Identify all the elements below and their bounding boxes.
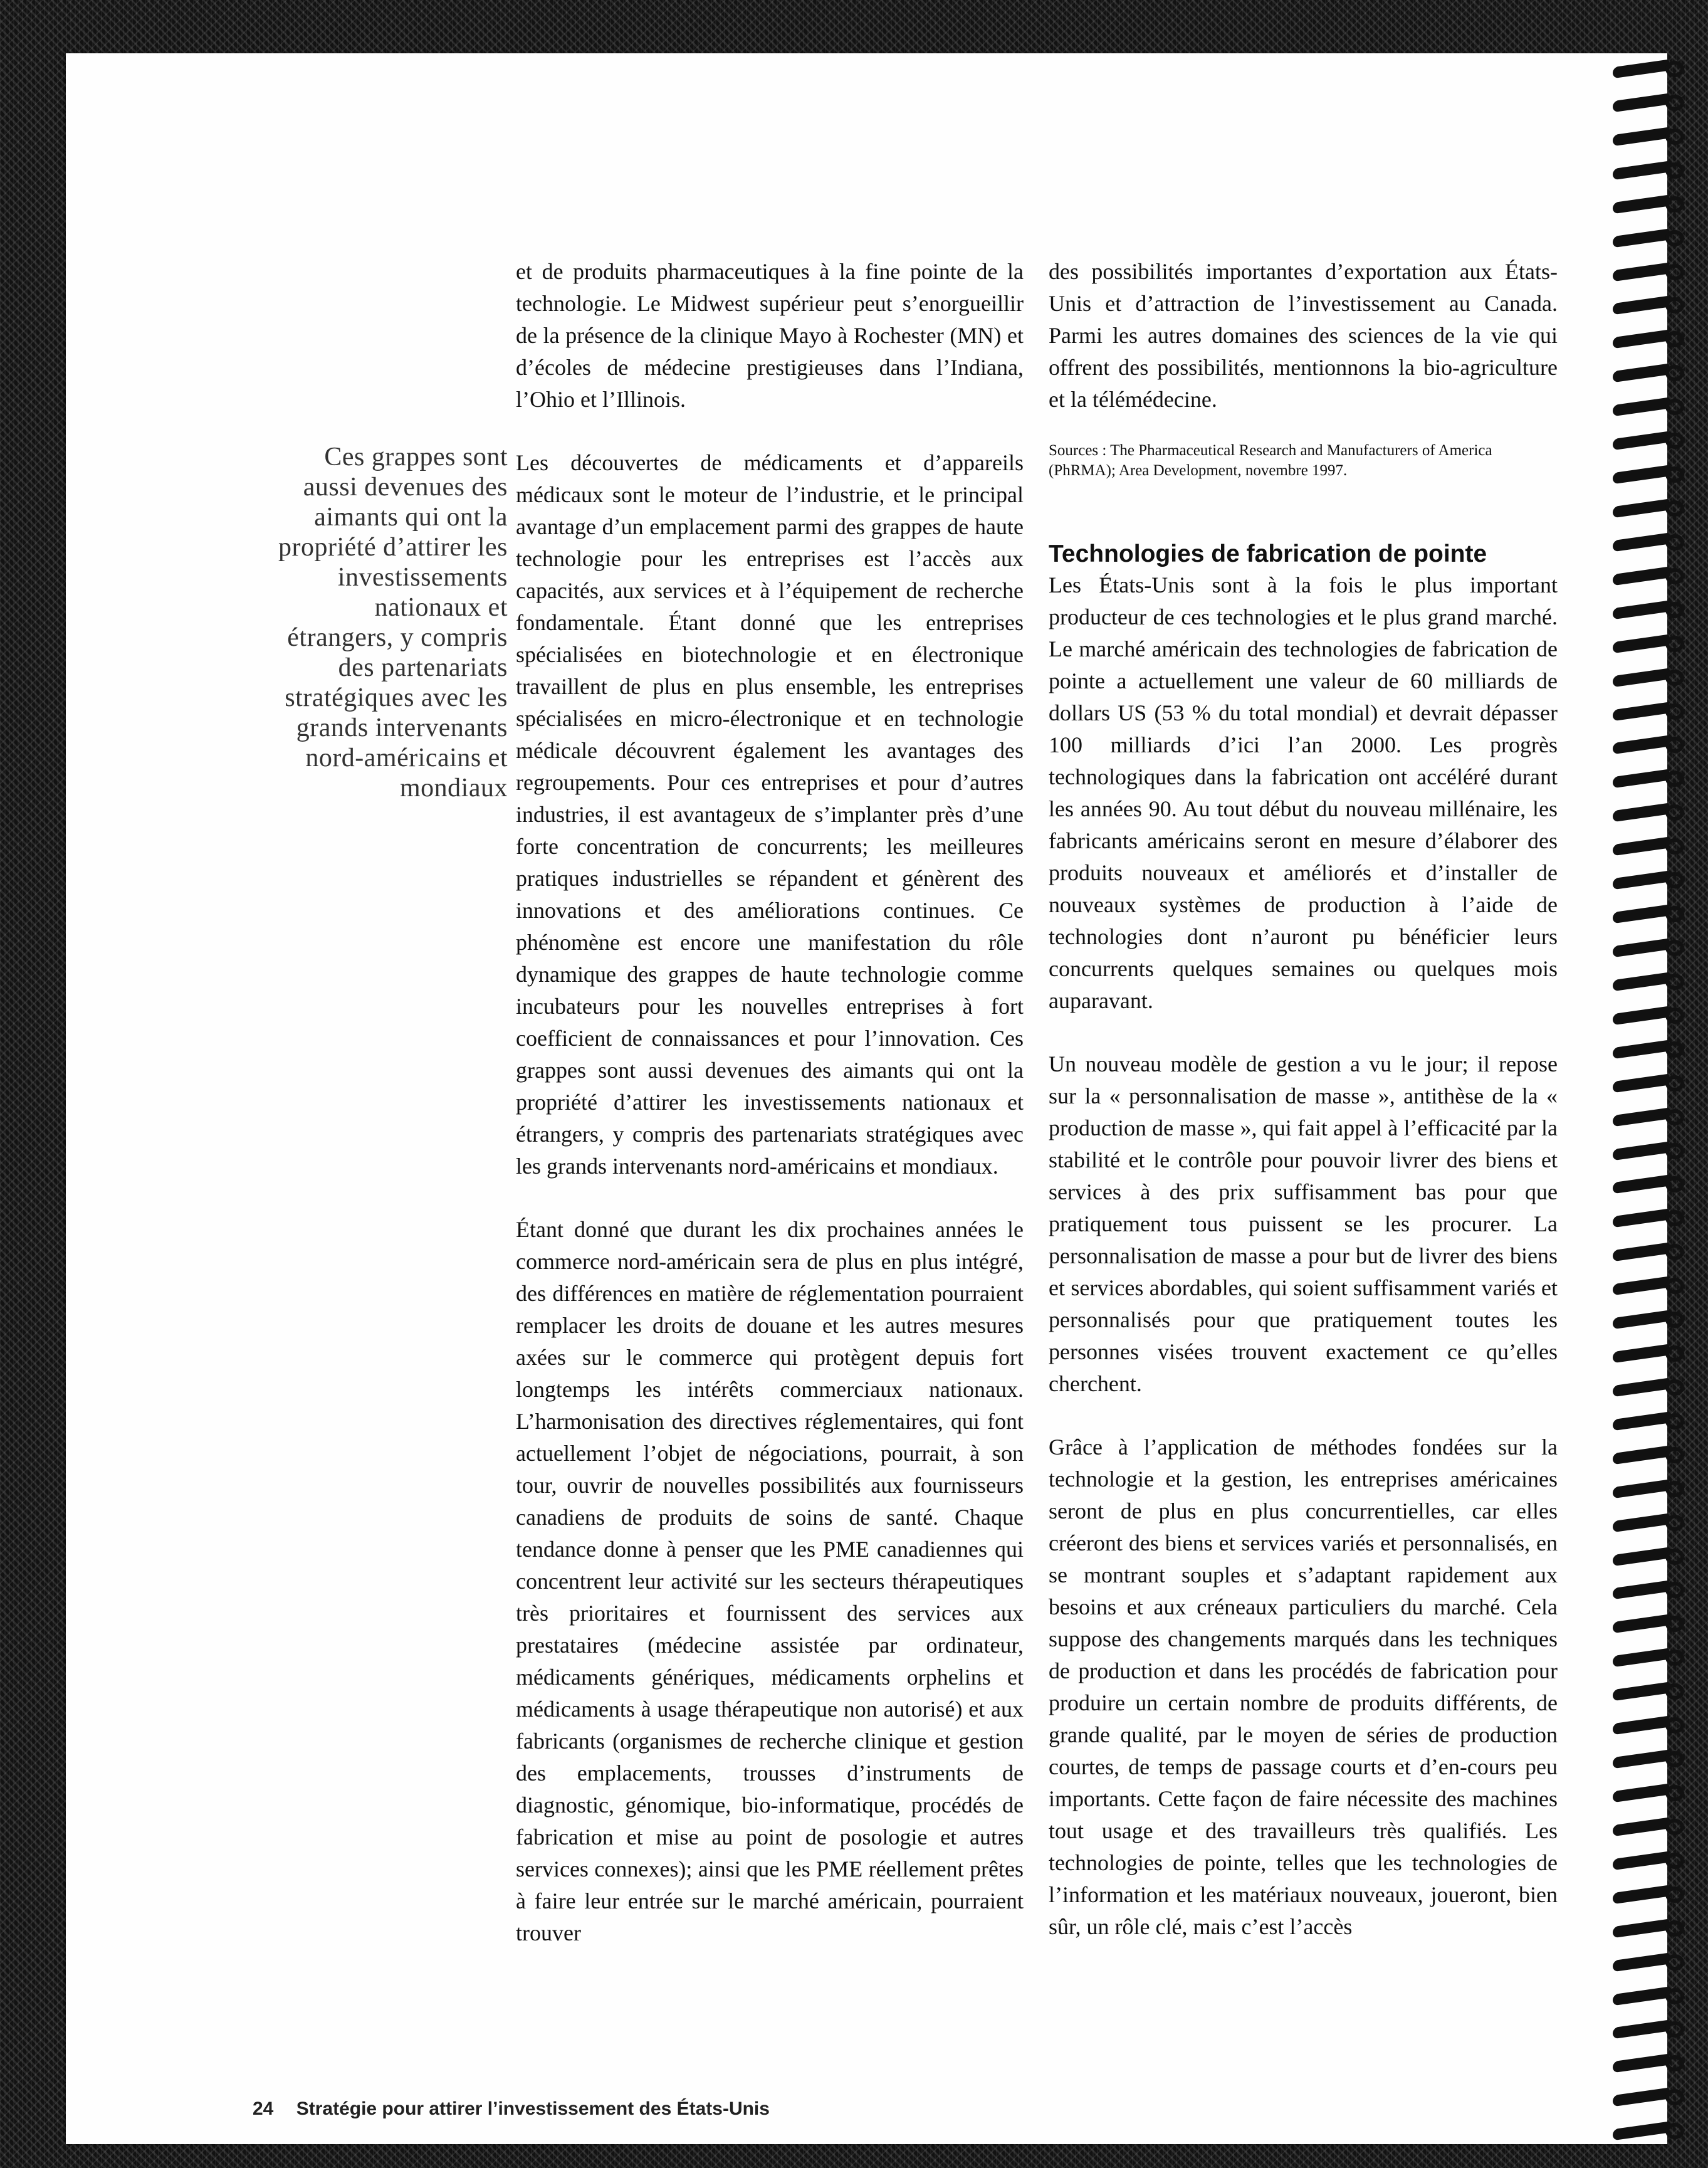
paragraph: et de produits pharmaceutiques à la fine pointe de la technologie. Le Midwest supérieur peut s’enorgueillir de la présence de la clinique Mayo à Rochester (MN) et d’écoles de médecine prestigieuses dans l’Indiana, l’Ohio et l’Illinois. <box>516 259 1024 412</box>
binding-ring <box>1608 1142 1702 1160</box>
binding-ring <box>1608 263 1702 282</box>
binding-ring <box>1608 1818 1702 1836</box>
binding-ring <box>1608 1784 1702 1802</box>
binding-ring <box>1608 533 1702 552</box>
binding-ring <box>1608 2088 1702 2107</box>
binding-ring <box>1608 2054 1702 2073</box>
binding-ring <box>1608 330 1702 349</box>
binding-ring <box>1608 397 1702 416</box>
pull-quote: Ces grappes sont aussi devenues des aimants qui ont la propriété d’attirer les investissements nationaux et étrangers, y compris des partenariats stratégiques avec les grands intervenants nord-américains et mondiaux <box>278 443 508 802</box>
binding-ring <box>1608 2122 1702 2140</box>
binding-ring <box>1608 601 1702 619</box>
paragraph: des possibilités importantes d’exportation aux États-Unis et d’attraction de l’investissement au Canada. Parmi les autres domaines des sciences de la vie qui offrent des possibilités, mentionnons la bio-agriculture et la télémédecine. <box>1049 259 1558 412</box>
binding-ring <box>1608 939 1702 957</box>
binding-ring <box>1608 364 1702 382</box>
binding-ring <box>1608 1378 1702 1397</box>
binding-ring <box>1608 1953 1702 1972</box>
text-column-left <box>516 256 1024 1981</box>
binding-ring <box>1608 1513 1702 1532</box>
binding-ring <box>1608 735 1702 754</box>
binding-ring <box>1608 195 1702 214</box>
binding-ring <box>1608 1310 1702 1329</box>
spiral-binding <box>1608 60 1708 2141</box>
binding-ring <box>1608 668 1702 687</box>
binding-ring <box>1608 702 1702 721</box>
binding-ring <box>1608 161 1702 180</box>
page-footer <box>253 2098 770 2120</box>
binding-ring <box>1608 1446 1702 1465</box>
binding-ring <box>1608 1750 1702 1769</box>
section-heading: Technologies de fabrication de pointe <box>1049 540 1487 567</box>
binding-ring <box>1608 93 1702 112</box>
binding-ring <box>1608 837 1702 856</box>
footer-title: Stratégie pour attirer l’investissement des États-Unis <box>296 2098 770 2119</box>
binding-ring <box>1608 1547 1702 1566</box>
binding-ring <box>1608 1040 1702 1059</box>
paragraph: Grâce à l’application de méthodes fondées sur la technologie et la gestion, les entreprises américaines seront de plus en plus concurrentielles, car elles créeront des biens et services variés et personnalisés, en se montrant souples et s’adaptant rapidement aux besoins et aux créneaux particuliers du marché. Cela suppose des changements marqués dans les techniques de production et dans les procédés de fabrication pour produire un certain nombre de produits différents, de grande qualité, par le moyen de séries de production courtes, de temps de passage courts et d’en-cours peu importants. Cette façon de faire nécessite des machines tout usage et des travailleurs très qualifiés. Les technologies de pointe, telles que les technologies de l’information et les matériaux nouveaux, joueront, bien sûr, un rôle clé, mais c’est l’accès <box>1049 1434 1558 1939</box>
binding-ring <box>1608 972 1702 991</box>
binding-ring <box>1608 1716 1702 1735</box>
binding-ring <box>1608 871 1702 890</box>
binding-ring <box>1608 1480 1702 1498</box>
paragraph: Un nouveau modèle de gestion a vu le jour; il repose sur la « personnalisation de masse », antithèse de la « production de masse », qui fait appel à l’efficacité par la stabilité et le contrôle pour pouvoir livrer des biens et services à des prix suffisamment bas pour que pratiquement tous puissent se les procurer. La personnalisation de masse a pour but de livrer des biens et services abordables, qui soient suffisamment variés et personnalisés pour que pratiquement toutes les personnes visées trouvent exactement ce qu’elles cherchent. <box>1049 1051 1558 1396</box>
binding-ring <box>1608 1919 1702 1938</box>
binding-ring <box>1608 1243 1702 1261</box>
binding-ring <box>1608 1885 1702 1904</box>
binding-ring <box>1608 1614 1702 1633</box>
binding-ring <box>1608 1412 1702 1431</box>
binding-ring <box>1608 1074 1702 1093</box>
binding-ring <box>1608 905 1702 924</box>
binding-ring <box>1608 2020 1702 2039</box>
binding-ring <box>1608 1276 1702 1295</box>
paragraph: Étant donné que durant les dix prochaines années le commerce nord-américain sera de plus en plus intégré, des différences en matière de réglementation pourraient remplacer les droits de douane et les autres mesures axées sur le commerce qui protègent depuis fort longtemps les intérêts commerciaux nationaux. L’harmonisation des directives réglementaires, qui font actuellement l’objet de négociations, pourrait, à son tour, ouvrir de nouvelles possibilités aux fournisseurs canadiens de produits de soins de santé. Chaque tendance donne à penser que les PME canadiennes qui concentrent leur activité sur les secteurs thérapeutiques très prioritaires et fournissent des services aux prestataires (médecine assistée par ordinateur, médicaments génériques, médicaments orphelins et médicaments à usage thérapeutique non autorisé) et aux fabricants (organismes de recherche clinique et gestion des emplacements, trousses d’instruments de diagnostic, génomique, bio-informatique, procédés de fabrication et mise au point de posologie et autres services connexes); ainsi que les PME réellement prêtes à faire leur entrée sur le marché américain, pourraient trouver <box>516 1217 1024 1945</box>
binding-ring <box>1608 499 1702 518</box>
binding-ring <box>1608 1581 1702 1599</box>
binding-ring <box>1608 296 1702 315</box>
binding-ring <box>1608 769 1702 788</box>
binding-ring <box>1608 1682 1702 1701</box>
document-page <box>66 53 1667 2144</box>
sources-note: Sources : The Pharmaceutical Research and Manufacturers of America (PhRMA); Area Development, novembre 1997. <box>1049 442 1492 479</box>
paragraph: Les découvertes de médicaments et d’appareils médicaux sont le moteur de l’industrie, et le principal avantage d’un emplacement parmi des grappes de haute technologie pour les entreprises est l’accès aux capacités, aux services et à l’équipement de recherche fondamentale. Étant donné que les entreprises spécialisées en biotechnologie et en électronique travaillent de plus en plus ensemble, les entreprises spécialisées en micro-électronique et en technologie médicale découvrent également les avantages des regroupements. Pour ces entreprises et pour d’autres industries, il est avantageux de s’implanter près d’une forte concentration de concurrents; les meilleures pratiques industrielles se répandent et génèrent des innovations et des améliorations continues. Ce phénomène est encore une manifestation du rôle dynamique des grappes de haute technologie comme incubateurs pour les nouvelles entreprises à fort coefficient de connaissances et pour l’innovation. Ces grappes sont aussi devenues des aimants qui ont la propriété d’attirer les investissements nationaux et étrangers, y compris des partenariats stratégiques avec les grands intervenants nord-américains et mondiaux. <box>516 450 1024 1179</box>
binding-ring <box>1608 60 1702 78</box>
binding-ring <box>1608 1648 1702 1667</box>
binding-ring <box>1608 431 1702 450</box>
text-column-right <box>1049 256 1558 1974</box>
binding-ring <box>1608 634 1702 653</box>
binding-ring <box>1608 1851 1702 1870</box>
binding-ring <box>1608 1108 1702 1127</box>
paragraph: Les États-Unis sont à la fois le plus important producteur de ces technologies et le plus grand marché. Le marché américain des technologies de fabrication de pointe a actuellement une valeur de 60 milliards de dollars US (53 % du total mondial) et devrait dépasser 100 milliards d’ici l’an 2000. Les progrès technologiques dans la fabrication ont accéléré durant les années 90. Au tout début du nouveau millénaire, les fabricants américains seront en mesure d’élaborer des produits nouveaux et améliorés et d’installer de nouveaux systèmes de production à l’aide de technologies dont n’auront pu bénéficier leurs concurrents quelques semaines ou quelques mois auparavant. <box>1049 572 1558 1013</box>
binding-ring <box>1608 465 1702 484</box>
binding-ring <box>1608 1209 1702 1228</box>
binding-ring <box>1608 1175 1702 1194</box>
binding-ring <box>1608 229 1702 248</box>
binding-ring <box>1608 127 1702 146</box>
binding-ring <box>1608 1344 1702 1363</box>
page-number: 24 <box>253 2098 274 2119</box>
binding-ring <box>1608 803 1702 822</box>
binding-ring <box>1608 1987 1702 2006</box>
binding-ring <box>1608 1006 1702 1025</box>
binding-ring <box>1608 567 1702 586</box>
